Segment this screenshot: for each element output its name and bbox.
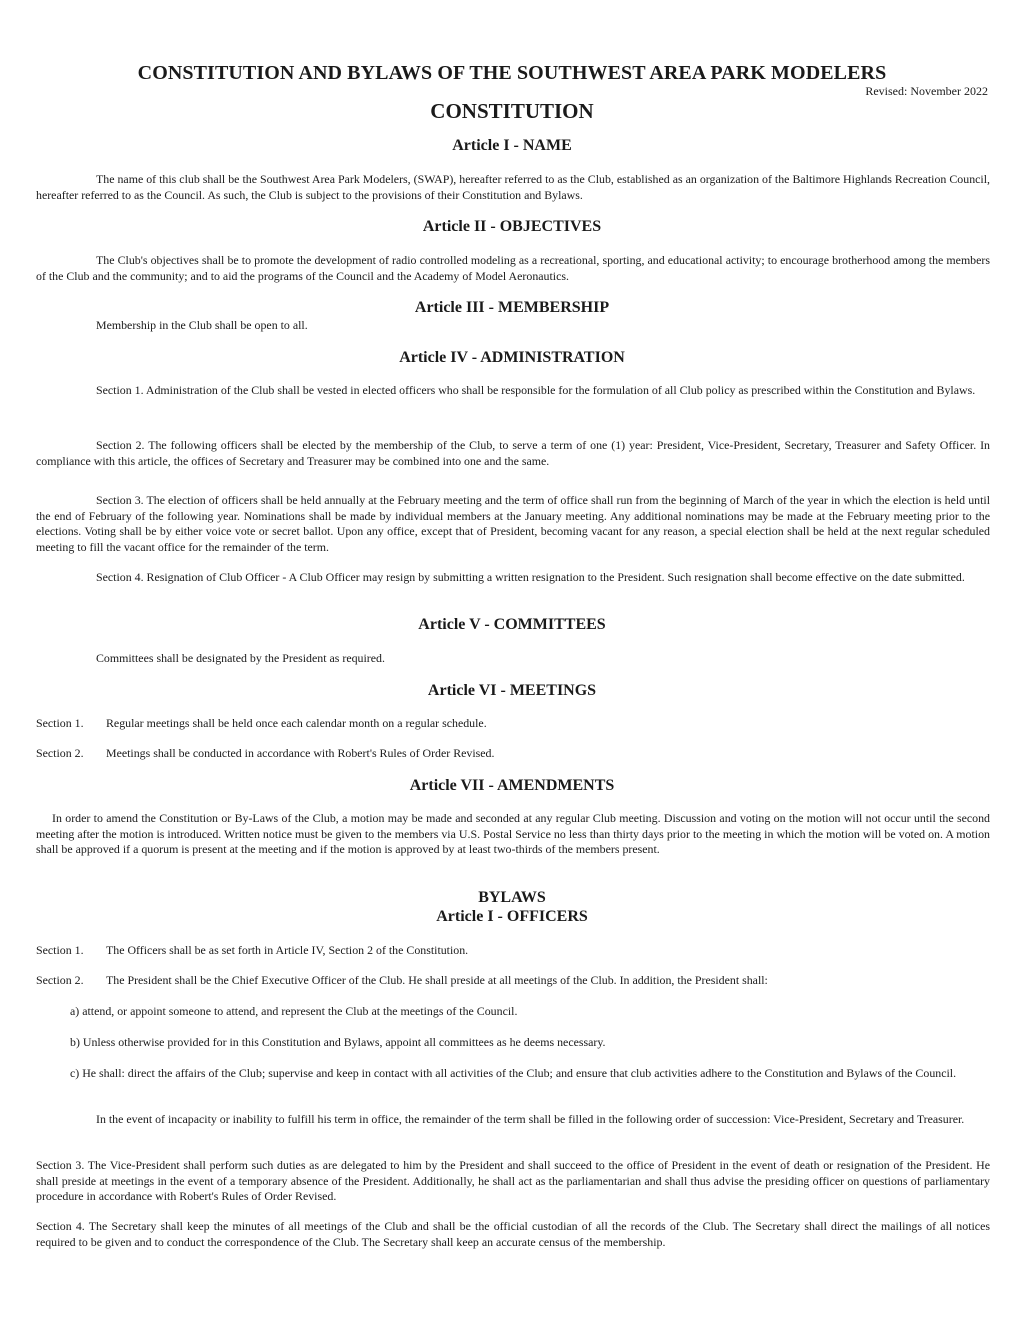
bylaws-section-1 [36,943,468,959]
article-4-title: Article IV - ADMINISTRATION [399,349,625,366]
article-7-title: Article VII - AMENDMENTS [409,777,615,794]
article-4-section-4: Section 4. Resignation of Club Officer - A Club Officer may resign by submitting a written resignation to the President. Such resignation shall become effective on the date submitted. [96,570,965,584]
article-3-text: Membership in the Club shall be open to all. [96,318,308,332]
article-5-text: Committees shall be designated by the President as required. [96,651,385,665]
section-label: Section 2. [36,973,84,987]
article-4-section-1: Section 1. Administration of the Club shall be vested in elected officers who shall be responsible for the formulation of all Club policy as prescribed within the Constitution and Bylaws. [96,383,976,397]
article-6-section-1 [36,716,487,732]
document-title: CONSTITUTION AND BYLAWS OF THE SOUTHWEST AREA PARK MODELERS [137,62,887,84]
section-text: Regular meetings shall be held once each calendar month on a regular schedule. [106,716,487,730]
article-2-text: The Club's objectives shall be to promote the development of radio controlled modeling as a recreational, sporting, and educational activity; to encourage brotherhood among the members of the Club and the community; and to aid the programs of the Council and the Academy of Model Aeronautics. [36,253,990,283]
president-duty-a: a) attend, or appoint someone to attend, and represent the Club at the meetings of the Council. [70,1004,518,1018]
section-label: Section 1. [36,716,84,730]
article-5-title: Article V - COMMITTEES [418,616,606,633]
article-1-text: The name of this club shall be the Southwest Area Park Modelers, (SWAP), hereafter referred to as the Club, established as an organization of the Baltimore Highlands Recreation Council, hereafter referred to as the Council. As such, the Club is subject to the provisions of their Constitution and Bylaws. [36,172,990,202]
bylaws-section-2 [36,973,768,989]
president-duty-b: b) Unless otherwise provided for in this Constitution and Bylaws, appoint all committees as he deems necessary. [70,1035,606,1049]
bylaws-heading: BYLAWS [478,889,546,906]
article-1-title: Article I - NAME [452,137,572,154]
president-duty-c: c) He shall: direct the affairs of the Club; supervise and keep in contact with all activities of the Club; and ensure that club activities adhere to the Constitution and Bylaws of the Council. [70,1066,957,1080]
section-text: Meetings shall be conducted in accordance with Robert's Rules of Order Revised. [106,746,495,760]
article-4-section-3: Section 3. The election of officers shall be held annually at the February meeting and the term of office shall run from the beginning of March of the year in which the election is held until the end of February of the following year. Nominations shall be made by individual members at the January meeting. Any additional nominations may be made at the February meeting prior to the elections. Voting shall be by either voice vote or secret ballot. Upon any office, except that of President, becoming vacant for any reason, a special election shall be held at the next regular scheduled meeting to fill the vacant office for the remainder of the term. [36,493,990,554]
article-3-title: Article III - MEMBERSHIP [414,299,610,316]
article-7-text: In order to amend the Constitution or By-Laws of the Club, a motion may be made and seconded at any regular Club meeting. Discussion and voting on the motion will not occur until the second meeting after the motion is introduced. Written notice must be given to the members via U.S. Postal Service no less than thirty days prior to the meeting in which the motion will be voted on. A motion shall be approved if a quorum is present at the meeting and if the motion is approved by at least two-thirds of the members present. [36,811,990,856]
section-text: The President shall be the Chief Executive Officer of the Club. He shall preside at all meetings of the Club. In addition, the President shall: [106,973,768,987]
article-6-section-2 [36,746,494,762]
article-4-section-2: Section 2. The following officers shall be elected by the membership of the Club, to serve a term of one (1) year: President, Vice-President, Secretary, Treasurer and Safety Officer. In compliance with this article, the offices of Secretary and Treasurer may be combined into one and the same. [36,438,990,468]
section-label: Section 1. [36,943,84,957]
bylaws-section-4: Section 4. The Secretary shall keep the minutes of all meetings of the Club and shall be the official custodian of all the records of the Club. The Secretary shall direct the mailings of all notices required to be given and to conduct the correspondence of the Club. The Secretary shall keep an accurate census of the membership. [36,1219,990,1249]
order-of-succession: In the event of incapacity or inability to fulfill his term in office, the remainder of the term shall be filled in the following order of succession: Vice-President, Secretary and Treasurer. [96,1112,965,1126]
article-6-title: Article VI - MEETINGS [427,682,597,699]
constitution-heading: CONSTITUTION [430,99,594,123]
revision-date: Revised: November 2022 [865,84,988,98]
article-2-title: Article II - OBJECTIVES [422,218,602,235]
bylaws-article-1-title: Article I - OFFICERS [436,908,588,925]
bylaws-section-3: Section 3. The Vice-President shall perform such duties as are delegated to him by the President and shall succeed to the office of President in the event of death or resignation of the President. He shall preside at meetings in the event of a temporary absence of the President. Additionally, he shall act as the parliamentarian and shall thus advise the presiding officer on questions of parliamentary procedure in accordance with Robert's Rules of Order Revised. [36,1158,990,1203]
section-label: Section 2. [36,746,84,760]
section-text: The Officers shall be as set forth in Article IV, Section 2 of the Constitution. [106,943,469,957]
